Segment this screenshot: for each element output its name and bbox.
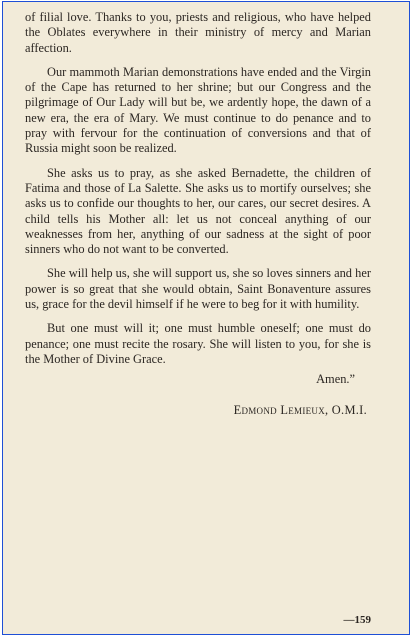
author-signature [25,403,371,418]
paragraph-4: She will help us, she will support us, she so loves sinners and her power is so great that she would obtain, Saint Bonaventure assures us, grace for the devil himself if he were to beg for it with humility. [25,266,371,312]
paragraph-5: But one must will it; one must humble oneself; one must do penance; one must recite the rosary. She will listen to you, for she is the Mother of Divine Grace. [25,321,371,366]
page-text [25,10,371,418]
paragraph-2: Our mammoth Marian demonstrations have ended and the Virgin of the Cape has returned to her shrine; but our Congress and the pilgrimage of Our Lady will but be, we ardently hope, the dawn of a new era, the era of Mary. We must continue to do penance and to pray with fervour for the continuation of conversions and that of Russia might soon be realized. [25,64,371,156]
scanned-page [2,1,410,635]
paragraph-3: She asks us to pray, as she asked Bernadette, the children of Fatima and those of La Salette. She asks us to mortify ourselves; she asks us to confide our thoughts to her, our cares, our secret desires. A child tells his Mother all: let us not conceal anything of our weaknesses from her, anything of our sadness at the sight of poor sinners who do not want to be converted. [25,165,371,257]
page-number: —159 [343,614,371,626]
signature-text: Edmond Lemieux, O.M.I. [233,402,367,417]
closing-amen: Amen.” [316,372,355,387]
paragraph-1: of filial love. Thanks to you, priests and religious, who have helped the Oblates everywhere in their ministry of mercy and Marian affection. [25,10,371,55]
